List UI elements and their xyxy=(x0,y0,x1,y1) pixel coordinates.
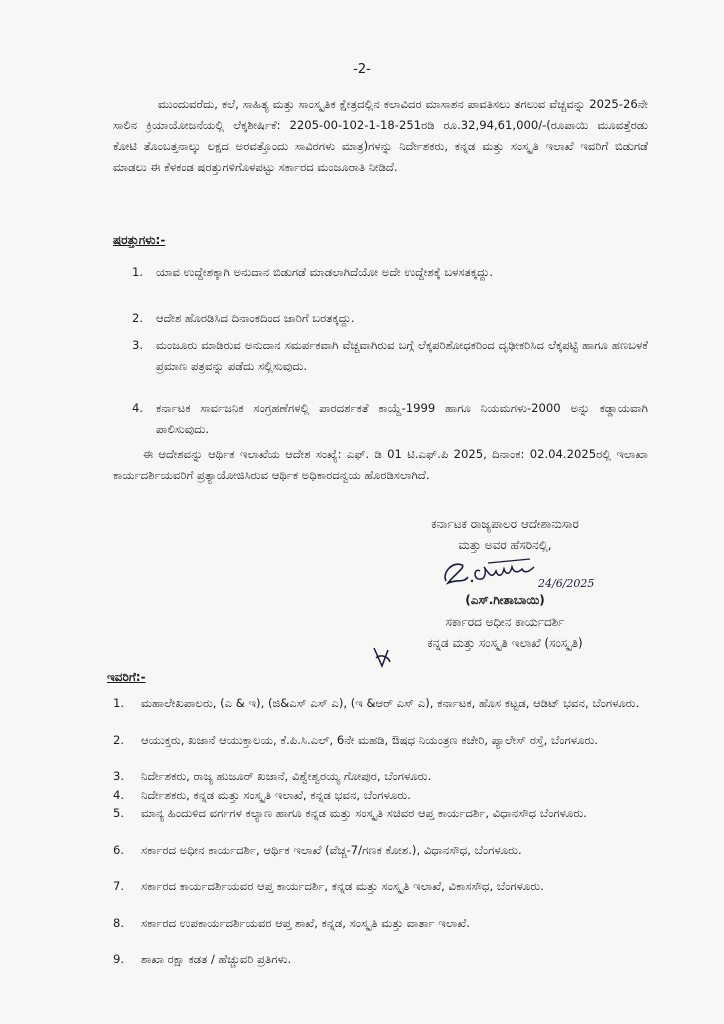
distribution-item xyxy=(113,877,648,896)
distribution-text: ಶಾಖಾ ರಕ್ಷಾ ಕಡತ / ಹೆಚ್ಚುವರಿ ಪ್ರತಿಗಳು. xyxy=(141,952,292,966)
distribution-text: ಸರ್ಕಾರದ ಉಪಕಾರ್ಯದರ್ಶಿಯವರ ಆಪ್ತ ಶಾಖೆ, ಕನ್ನಡ, ಸಂಸ್ಕೃತಿ ಮತ್ತು ವಾರ್ತಾ ಇಲಾಖೆ. xyxy=(141,916,470,930)
initial-mark-icon xyxy=(370,644,394,670)
conditions-heading: ಷರತ್ತುಗಳು:- xyxy=(113,233,166,247)
distribution-item xyxy=(113,731,648,750)
distribution-text: ನಿರ್ದೇಶಕರು, ರಾಜ್ಯ ಹುಜೂರ್ ಖಜಾನೆ, ವಿಶ್ವೇಶ್ವರಯ್ಯ ಗೋಪುರ, ಬೆಂಗಳೂರು. xyxy=(141,769,432,783)
distribution-number: 3. xyxy=(113,769,125,783)
signatory-name: (ಎಸ್.ಗೀತಾಬಾಯಿ) xyxy=(465,593,545,607)
order-reference-paragraph: ಈ ಆದೇಶವನ್ನು ಆರ್ಥಿಕ ಇಲಾಖೆಯ ಆದೇಶ ಸಂಖ್ಯೆ: ಎಫ್. ಡಿ 01 ಟಿ.ಎಫ್.ಪಿ 2025, ದಿನಾಂಕ: 02.04.2025ರಲ್ಲಿ ಇಲಾಖಾ ಕಾರ್ಯದರ್ಶಿಯವರಿಗೆ ಪ್ರತ್ಯಾಯೋಜಿಸಿರುವ ಆರ್ಥಿಕ ಅಧಿಕಾರದನ್ವಯ ಹೊರಡಿಸಲಾಗಿದೆ. xyxy=(113,447,648,482)
distribution-text: ಆಯುಕ್ತರು, ಖಜಾನೆ ಆಯುಕ್ತಾಲಯ, ಕೆ.ಪಿ.ಸಿ.ಎಲ್, 6ನೇ ಮಹಡಿ, ಔಷಧ ನಿಯಂತ್ರಣ ಕಚೇರಿ, ಪ್ಯಾಲೇಸ್ ರಸ್ತೆ, ಬೆಂಗಳೂರು. xyxy=(141,733,598,747)
distribution-number: 7. xyxy=(113,879,125,893)
distribution-item xyxy=(113,914,648,933)
signatory-designation: ಸರ್ಕಾರದ ಅಧೀನ ಕಾರ್ಯದರ್ಶಿ xyxy=(445,615,565,629)
distribution-item xyxy=(113,841,648,860)
signature-line-1: ಕರ್ನಾಟಕ ರಾಜ್ಯಪಾಲರ ಆದೇಶಾನುಸಾರ xyxy=(431,517,579,531)
distribution-number: 2. xyxy=(113,733,125,747)
distribution-number: 1. xyxy=(113,696,125,710)
condition-item xyxy=(132,335,648,377)
distribution-number: 9. xyxy=(113,952,125,966)
distribution-text: ಸರ್ಕಾರದ ಅಧೀನ ಕಾರ್ಯದರ್ಶಿ, ಆರ್ಥಿಕ ಇಲಾಖೆ (ವೆಚ್ಚ-7/ಗಣಕ ಕೋಶ.), ವಿಧಾನಸೌಧ, ಬೆಂಗಳೂರು. xyxy=(141,843,522,857)
to-heading: ಇವರಿಗೆ:- xyxy=(107,670,146,684)
distribution-number: 5. xyxy=(113,806,125,820)
signature-line-2: ಮತ್ತು ಅವರ ಹೆಸರಿನಲ್ಲಿ, xyxy=(458,538,552,552)
distribution-text: ಮಾನ್ಯ ಹಿಂದುಳಿದ ವರ್ಗಗಳ ಕಲ್ಯಾಣ ಹಾಗೂ ಕನ್ನಡ ಮತ್ತು ಸಂಸ್ಕೃತಿ ಸಚಿವರ ಆಪ್ತ ಕಾರ್ಯದರ್ಶಿ, ವಿಧಾನಸೌಧ ಬೆಂಗಳೂರು. xyxy=(141,806,587,820)
signatory-department: ಕನ್ನಡ ಮತ್ತು ಸಂಸ್ಕೃತಿ ಇಲಾಖೆ (ಸಂಸ್ಕೃತಿ) xyxy=(427,636,583,650)
condition-item xyxy=(132,308,648,329)
distribution-number: 6. xyxy=(113,843,125,857)
distribution-text: ನಿರ್ದೇಶಕರು, ಕನ್ನಡ ಮತ್ತು ಸಂಸ್ಕೃತಿ ಇಲಾಖೆ, ಕನ್ನಡ ಭವನ, ಬೆಂಗಳೂರು. xyxy=(141,788,411,802)
condition-text: ಯಾವ ಉದ್ದೇಶಕ್ಕಾಗಿ ಅನುದಾನ ಬಿಡುಗಡೆ ಮಾಡಲಾಗಿದೆಯೋ ಅದೇ ಉದ್ದೇಶಕ್ಕೆ ಬಳಸತಕ್ಕದ್ದು. xyxy=(156,265,494,279)
distribution-item xyxy=(113,767,648,786)
distribution-number: 8. xyxy=(113,916,125,930)
distribution-item xyxy=(113,804,648,823)
signature-date: 24/6/2025 xyxy=(538,577,595,590)
condition-item xyxy=(132,262,648,283)
distribution-text: ಮಹಾಲೇಖಪಾಲರು, (ಎ & ಇ), (ಜಿ&ಎಸ್ ಎಸ್ ಎ), (ಇ &ಆರ್ ಎಸ್ ಎ), ಕರ್ನಾಟಕ, ಹೊಸ ಕಟ್ಟಡ, ಆಡಿಟ್ ಭವನ, ಬೆಂಗಳೂರು. xyxy=(141,696,640,710)
page-number: -2- xyxy=(353,62,371,77)
handwritten-signature xyxy=(440,553,610,593)
distribution-text: ಸರ್ಕಾರದ ಕಾರ್ಯದರ್ಶಿಯವರ ಆಪ್ತ ಕಾರ್ಯದರ್ಶಿ, ಕನ್ನಡ ಮತ್ತು ಸಂಸ್ಕೃತಿ ಇಲಾಖೆ, ವಿಕಾಸಸೌಧ, ಬೆಂಗಳೂರು. xyxy=(141,879,544,893)
condition-text: ಕರ್ನಾಟಕ ಸಾರ್ವಜನಿಕ ಸಂಗ್ರಹಣೆಗಳಲ್ಲಿ ಪಾರದರ್ಶಕತೆ ಕಾಯ್ದೆ-1999 ಹಾಗೂ ನಿಯಮಗಳು-2000 ಅನ್ನು ಕಡ್ಡಾಯವಾಗಿ ಪಾಲಿಸುವುದು. xyxy=(156,401,648,436)
intro-paragraph: ಮುಂದುವರೆದು, ಕಲೆ, ಸಾಹಿತ್ಯ ಮತ್ತು ಸಾಂಸ್ಕೃತಿಕ ಕ್ಷೇತ್ರದಲ್ಲಿನ ಕಲಾವಿದರ ಮಾಸಾಶನ ಪಾವತಿಸಲು ತಗಲುವ ವೆಚ್ಚವನ್ನು 2025-26ನೇ ಸಾಲಿನ ಕ್ರಿಯಾಯೋಜನೆಯಲ್ಲಿ ಲೆಕ್ಕಶೀರ್ಷಿಕೆ: 2205-00-102-1-18-251ರಡಿ ರೂ.32,94,61,000/-(ರೂಪಾಯಿ ಮೂವತ್ತೆರಡು ಕೋಟಿ ತೊಂಬತ್ತನಾಲ್ಕು ಲಕ್ಷದ ಅರವತ್ತೊಂದು ಸಾವಿರಗಳು ಮಾತ್ರ)ಗಳನ್ನು ನಿರ್ದೇಶಕರು, ಕನ್ನಡ ಮತ್ತು ಸಂಸ್ಕೃತಿ ಇಲಾಖೆ ಇವರಿಗೆ ಬಿಡುಗಡೆ ಮಾಡಲು ಈ ಕೆಳಕಂಡ ಷರತ್ತುಗಳಿಗೊಳಪಟ್ಟು ಸರ್ಕಾರದ ಮಂಜೂರಾತಿ ನೀಡಿದೆ. xyxy=(113,97,648,174)
condition-item xyxy=(132,398,648,440)
condition-number: 1. xyxy=(132,265,144,279)
distribution-item xyxy=(113,694,648,713)
condition-number: 3. xyxy=(132,338,144,352)
condition-number: 4. xyxy=(132,401,144,415)
distribution-number: 4. xyxy=(113,788,125,802)
distribution-item xyxy=(113,786,648,805)
condition-number: 2. xyxy=(132,311,144,325)
condition-text: ಆದೇಶ ಹೊರಡಿಸಿದ ದಿನಾಂಕದಿಂದ ಜಾರಿಗೆ ಬರತಕ್ಕದ್ದು. xyxy=(156,311,355,325)
distribution-item xyxy=(113,950,648,969)
condition-text: ಮಂಜೂರು ಮಾಡಿರುವ ಅನುದಾನ ಸಮರ್ಪಕವಾಗಿ ವೆಚ್ಚವಾಗಿರುವ ಬಗ್ಗೆ ಲೆಕ್ಕಪರಿಶೋಧಕರಿಂದ ದೃಢೀಕರಿಸಿದ ಲೆಕ್ಕಪಟ್ಟಿ ಹಾಗೂ ಹಣಬಳಕೆ ಪ್ರಮಾಣ ಪತ್ರವನ್ನು ಪಡೆದು ಸಲ್ಲಿಸುವುದು. xyxy=(156,338,648,373)
